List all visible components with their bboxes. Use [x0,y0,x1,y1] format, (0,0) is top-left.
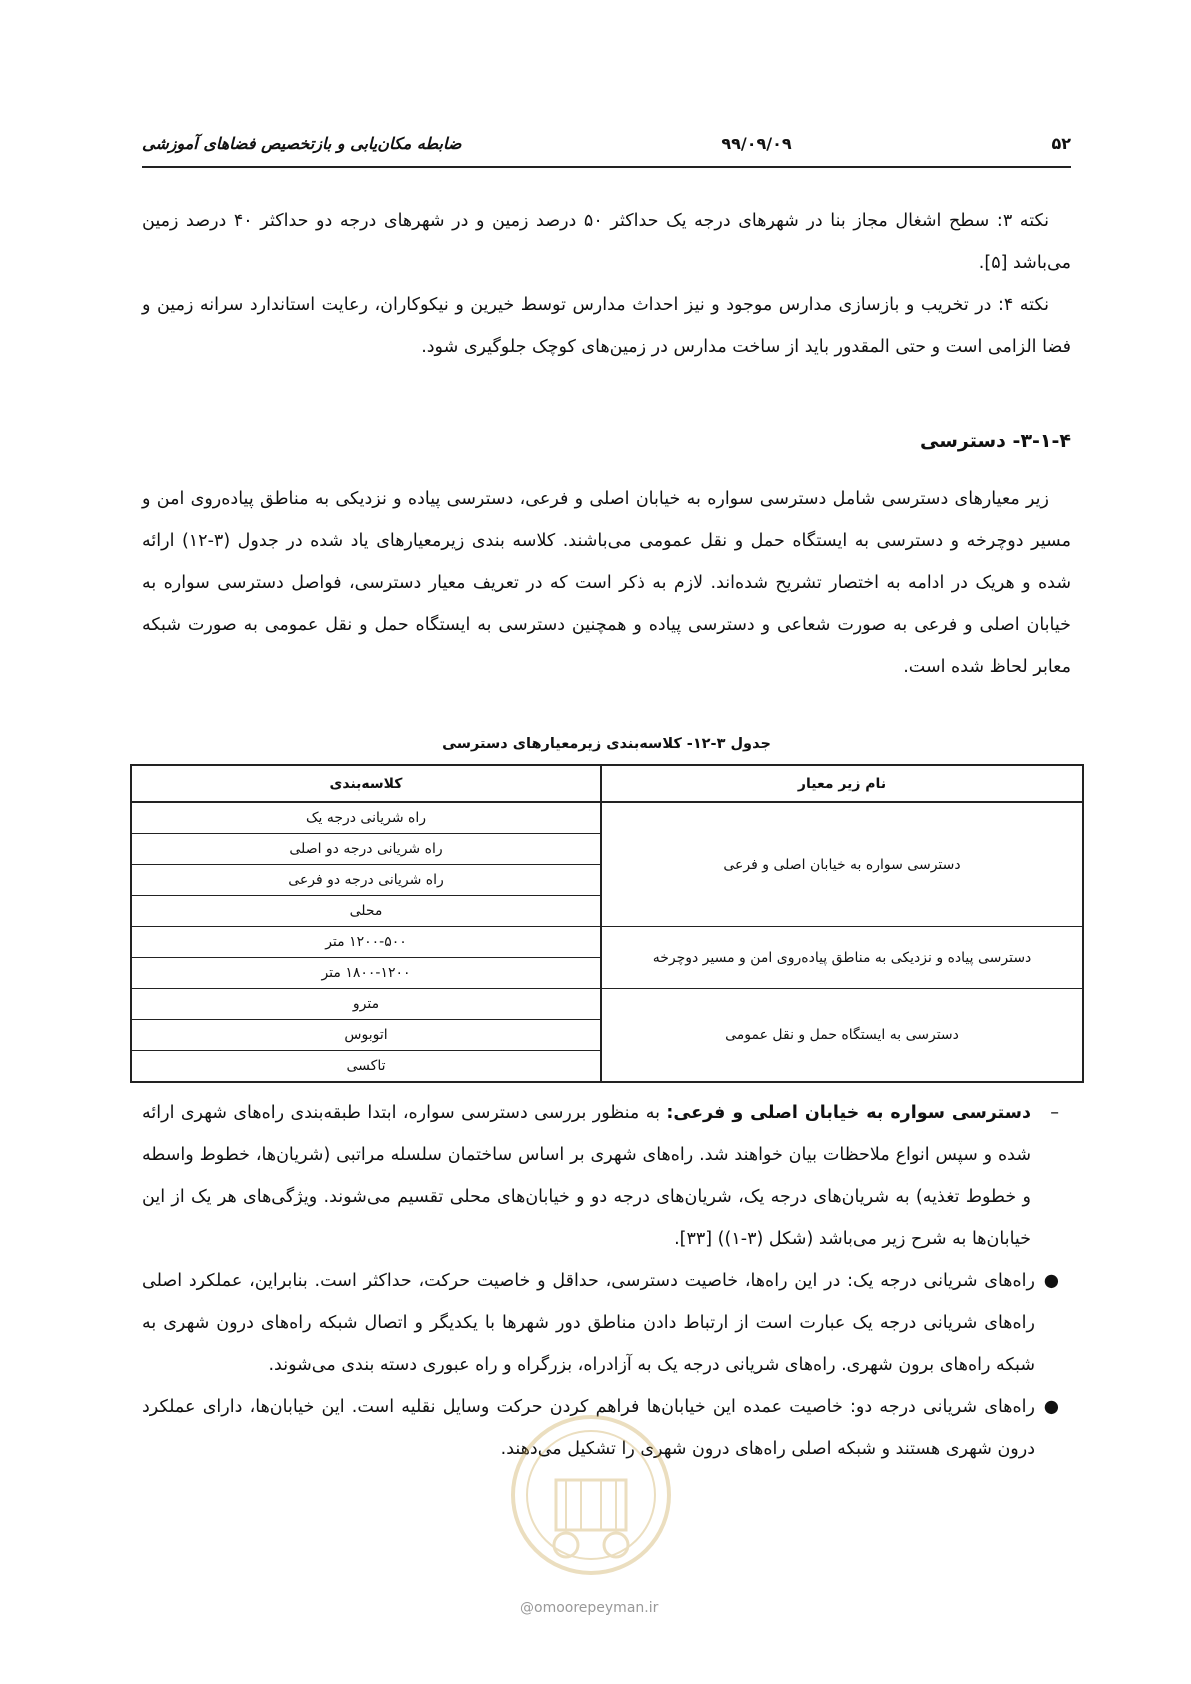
bullet-text: راه‌های شریانی درجه دو: خاصیت عمده این خیابان‌ها فراهم کردن حرکت وسایل نقلیه است. این خیابان‌ها، دارای عملکرد درون شهری هستند و شبکه اصلی راه‌های درون شهری را تشکیل می‌دهند. [142,1397,1035,1459]
table-cell: محلی [131,896,601,927]
table-cell: راه شریانی درجه یک [131,802,601,834]
note-4: نکته ۴: در تخریب و بازسازی مدارس موجود و نیز احداث مدارس توسط خیرین و نیکوکاران، رعایت استاندارد سرانه زمین و فضا الزامی است و حتی المقدور باید از ساخت مدارس در زمین‌های کوچک جلوگیری شود. [142,295,1071,357]
watermark-url: @omoorepeyman.ir [520,1600,659,1616]
table-cell: راه شریانی درجه دو اصلی [131,834,601,865]
criteria-table [130,764,1084,1083]
column-header-name: نام زیر معیار [601,765,1083,802]
notes-block [142,200,1071,368]
bullet-marker: ● [1043,1397,1059,1417]
section-heading: ۳-۱-۴- دسترسی [920,430,1071,452]
document-title: ضابطه مکان‌یابی و بازتخصیص فضاهای آموزشی [142,133,462,153]
column-header-class: کلاسه‌بندی [131,765,601,802]
table-cell: اتوبوس [131,1020,601,1051]
list-item [142,1260,1071,1386]
table-header-row [131,765,1083,802]
intro-block [142,478,1071,688]
dash-item-text: به منظور بررسی دسترسی سواره، ابتدا طبقه‌بندی راه‌های شهری ارائه شده و سپس انواع ملاحظات بیان خواهند شد. راه‌های شهری بر اساس ساختمان سلسله مراتبی (شریان‌ها، خطوط واسطه و خطوط تغذیه) به شریان‌های درجه یک، شریان‌های درجه دو و خیابان‌های محلی تقسیم می‌شوند. ویژگی‌های هر یک از این خیابان‌ها به شرح زیر می‌باشد (شکل (۳-۱)) [۳۳]. [142,1103,1031,1249]
intro-paragraph: زیر معیارهای دسترسی شامل دسترسی سواره به خیابان اصلی و فرعی، دسترسی پیاده و نزدیکی به مناطق پیاده‌روی امن و مسیر دوچرخه و دسترسی به ایستگاه حمل و نقل عمومی می‌باشند. کلاسه بندی زیرمعیارهای یاد شده در جدول (۳-۱۲) ارائه شده و هریک در ادامه به اختصار تشریح شده‌اند. لازم به ذکر است که در تعریف معیار دسترسی، فواصل دسترسی سواره به خیابان اصلی و فرعی به صورت شعاعی و دسترسی پیاده و همچنین دسترسی به ایستگاه حمل و نقل عمومی به صورت شبکه معابر لحاظ شده است. [142,489,1071,677]
table-cell: دسترسی سواره به خیابان اصلی و فرعی [601,802,1083,927]
table-cell: دسترسی پیاده و نزدیکی به مناطق پیاده‌روی امن و مسیر دوچرخه [601,927,1083,989]
header-divider [142,166,1071,168]
table-row [131,802,1083,834]
table-cell: ۱۸۰۰-۱۲۰۰ متر [131,958,601,989]
page-number: ۵۲ [1051,133,1071,153]
header-date: ۹۹/۰۹/۰۹ [721,133,792,153]
table-caption: جدول ۳-۱۲- کلاسه‌بندی زیرمعیارهای دسترسی [442,736,771,752]
table-cell: راه شریانی درجه دو فرعی [131,865,601,896]
dash-list-item [142,1092,1071,1260]
dash-marker: – [1050,1103,1059,1123]
page-header [142,128,1071,158]
bullet-text: راه‌های شریانی درجه یک: در این راه‌ها، خاصیت دسترسی، حداقل و خاصیت حرکت، حداکثر است. بنابراین، عملکرد اصلی راه‌های شریانی درجه یک عبارت است از ارتباط دادن مناطق دور شهرها با یکدیگر و اتصال شبکه راه‌های درون شهری به شبکه راه‌های برون شهری. راه‌های شریانی درجه یک به آزادراه، بزرگراه و راه عبوری دسته بندی می‌شوند. [142,1271,1035,1375]
table-cell: دسترسی به ایستگاه حمل و نقل عمومی [601,989,1083,1083]
dash-item-title: دسترسی سواره به خیابان اصلی و فرعی: [666,1103,1031,1123]
bullet-marker: ● [1043,1271,1059,1291]
table-cell: تاکسی [131,1051,601,1083]
note-3: نکته ۳: سطح اشغال مجاز بنا در شهرهای درجه یک حداکثر ۵۰ درصد زمین و در شهرهای درجه دو حداکثر ۴۰ درصد زمین می‌باشد [۵]. [142,211,1071,273]
watermark-seal-icon [506,1410,676,1580]
table-row [131,927,1083,958]
table-cell: مترو [131,989,601,1020]
table-row [131,989,1083,1020]
table-cell: ۱۲۰۰-۵۰۰ متر [131,927,601,958]
